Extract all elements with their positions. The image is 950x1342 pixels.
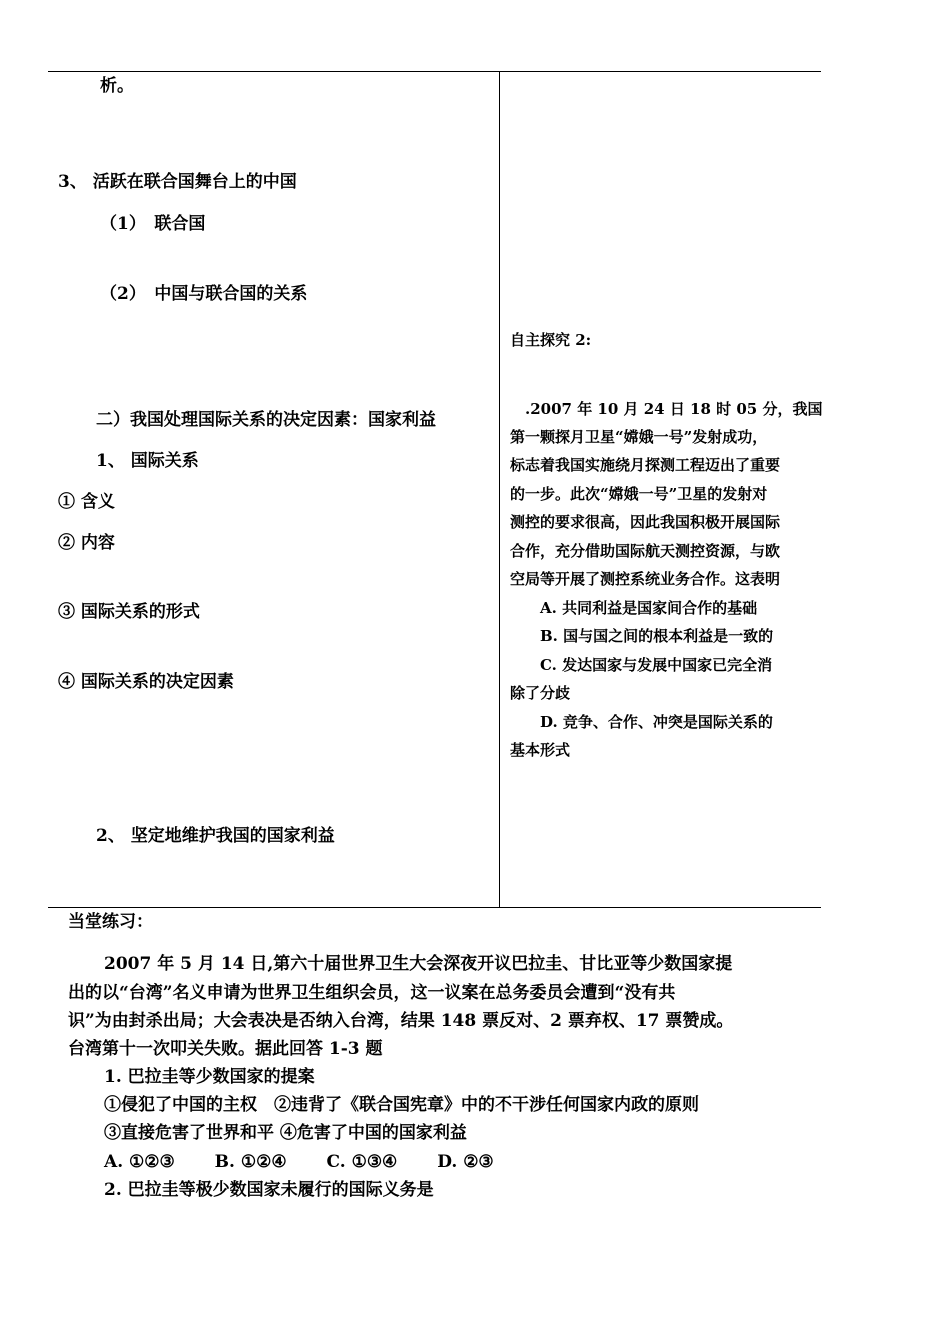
circled-item-4: ④ 国际关系的决定因素 bbox=[58, 672, 234, 692]
question-1-options: A. ①②③ B. ①②④ C. ①③④ D. ②③ bbox=[104, 1152, 494, 1172]
section-3-item-1: （1） 联合国 bbox=[100, 214, 206, 234]
table-bottom-rule bbox=[48, 907, 821, 908]
explore-line: .2007 年 10 月 24 日 18 时 05 分，我国 bbox=[510, 400, 823, 418]
table-column-divider bbox=[499, 71, 500, 908]
explore-option-a: A. 共同利益是国家间合作的基础 bbox=[540, 599, 758, 617]
explore-line: 测控的要求很高，因此我国积极开展国际 bbox=[510, 513, 781, 531]
explore-option-c: C. 发达国家与发展中国家已完全消 bbox=[540, 656, 773, 674]
explore-line: 合作，充分借助国际航天测控资源，与欧 bbox=[510, 542, 781, 560]
question-1-statements: ③直接危害了世界和平 ④危害了中国的国家利益 bbox=[104, 1123, 467, 1143]
question-1: 1. 巴拉圭等少数国家的提案 bbox=[104, 1067, 315, 1087]
question-2: 2. 巴拉圭等极少数国家未履行的国际义务是 bbox=[104, 1180, 434, 1200]
explore-option-c-cont: 除了分歧 bbox=[510, 684, 571, 702]
explore-option-b: B. 国与国之间的根本利益是一致的 bbox=[540, 627, 774, 645]
practice-paragraph-line: 出的以“台湾”名义申请为世界卫生组织会员，这一议案在总务委员会遭到“没有共 bbox=[68, 983, 676, 1003]
point-2-heading: 2、 坚定地维护我国的国家利益 bbox=[96, 826, 335, 846]
explore-option-d: D. 竞争、合作、冲突是国际关系的 bbox=[540, 713, 773, 731]
left-continuation: 析。 bbox=[100, 76, 134, 96]
question-1-statements: ①侵犯了中国的主权 ②违背了《联合国宪章》中的不干涉任何国家内政的原则 bbox=[104, 1095, 699, 1115]
explore-line: 标志着我国实施绕月探测工程迈出了重要 bbox=[510, 456, 781, 474]
explore-line: 的一步。此次“嫦娥一号”卫星的发射对 bbox=[510, 485, 768, 503]
section-3-heading: 3、 活跃在联合国舞台上的中国 bbox=[58, 172, 297, 192]
practice-paragraph-line: 识”为由封杀出局；大会表决是否纳入台湾，结果 148 票反对、2 票弃权、17 票赞成。 bbox=[68, 1011, 734, 1031]
practice-title: 当堂练习： bbox=[68, 912, 153, 932]
explore-line: 空局等开展了测控系统业务合作。这表明 bbox=[510, 570, 781, 588]
explore-line: 第一颗探月卫星“嫦娥一号”发射成功， bbox=[510, 428, 768, 446]
point-1-heading: 1、 国际关系 bbox=[96, 451, 199, 471]
circled-item-1: ① 含义 bbox=[58, 492, 115, 512]
circled-item-2: ② 内容 bbox=[58, 533, 115, 553]
practice-paragraph-line: 台湾第十一次叩关失败。据此回答 1-3 题 bbox=[68, 1039, 383, 1059]
part-2-heading: 二）我国处理国际关系的决定因素：国家利益 bbox=[96, 410, 436, 430]
practice-paragraph-line: 2007 年 5 月 14 日,第六十届世界卫生大会深夜开议巴拉圭、甘比亚等少数国家提 bbox=[104, 954, 733, 974]
explore-title: 自主探究 2: bbox=[510, 331, 592, 349]
section-3-item-2: （2） 中国与联合国的关系 bbox=[100, 284, 308, 304]
table-top-rule bbox=[48, 71, 821, 72]
circled-item-3: ③ 国际关系的形式 bbox=[58, 602, 200, 622]
explore-option-d-cont: 基本形式 bbox=[510, 741, 571, 759]
